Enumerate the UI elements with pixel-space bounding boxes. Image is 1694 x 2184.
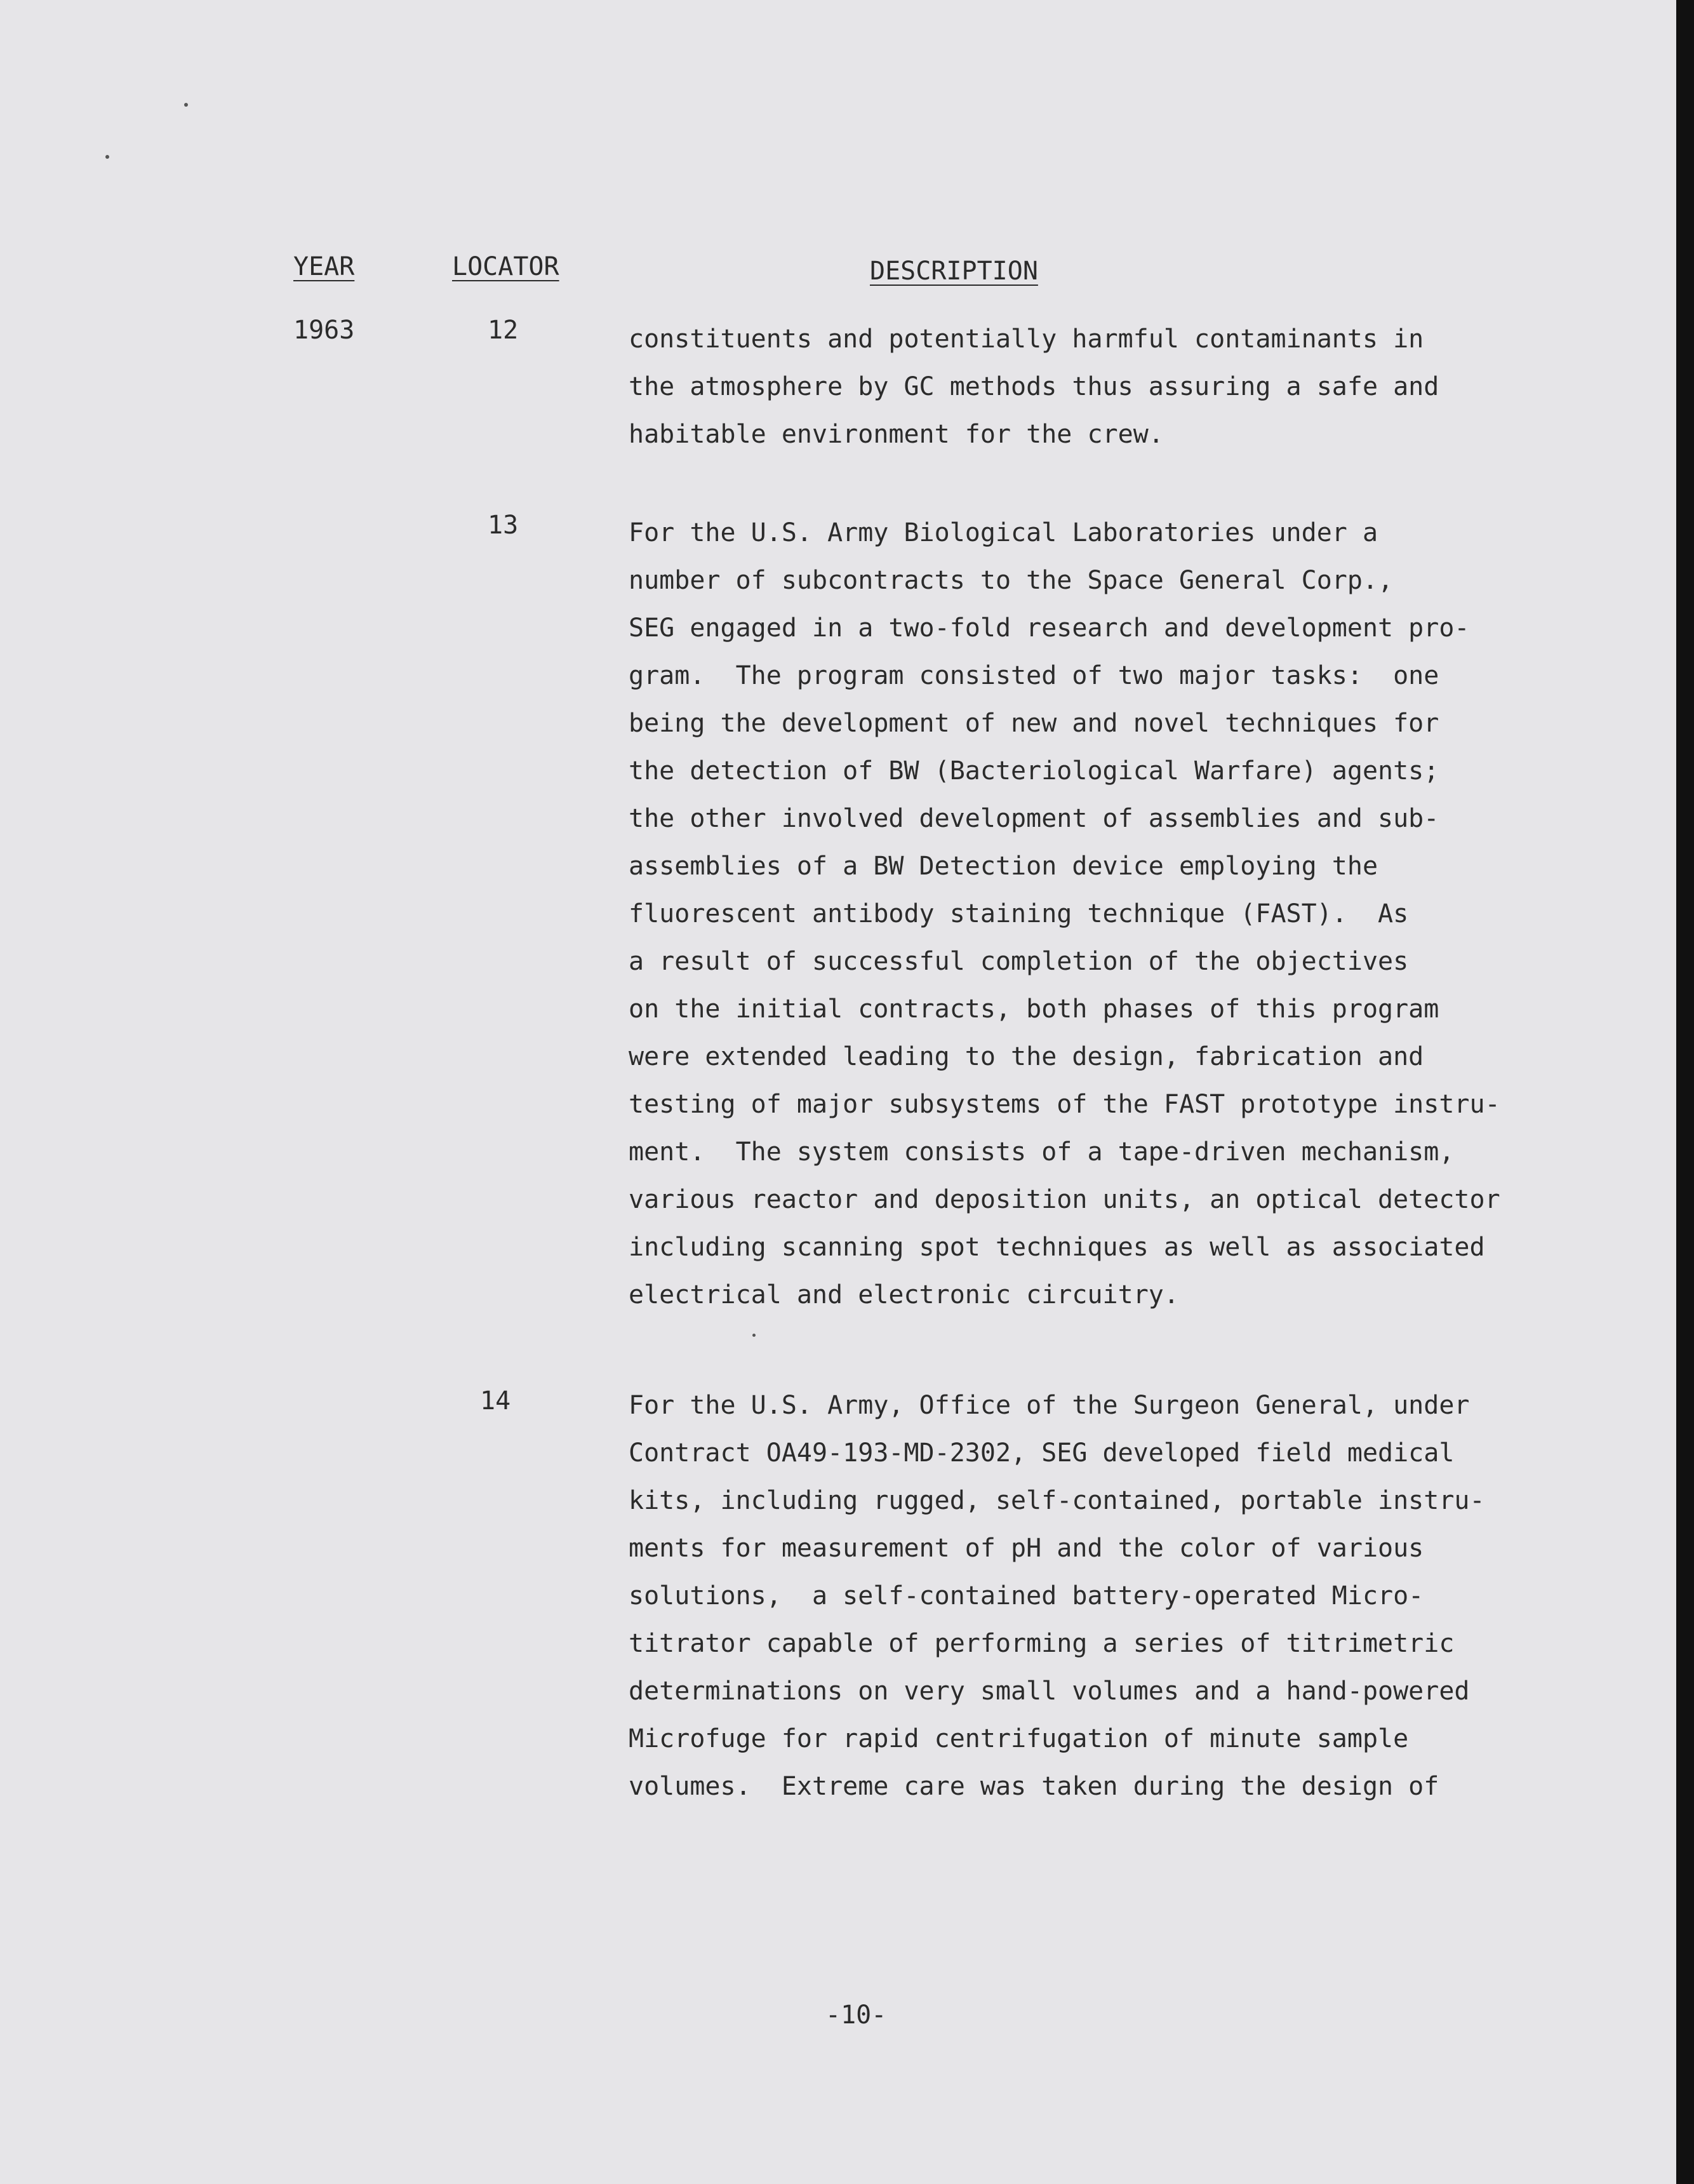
description-line: were extended leading to the design, fabrication and — [629, 1042, 1424, 1071]
description-line: titrator capable of performing a series of titrimetric — [629, 1629, 1455, 1658]
column-header-locator: LOCATOR — [452, 252, 559, 281]
description-line: For the U.S. Army, Office of the Surgeon General, under — [629, 1391, 1470, 1420]
description-line: a result of successful completion of the objectives — [629, 947, 1409, 976]
description-line: number of subcontracts to the Space General Corp., — [629, 566, 1394, 595]
paper-speck — [752, 1334, 756, 1337]
description-line: various reactor and deposition units, an optical detector — [629, 1185, 1500, 1214]
entry-year: 1963 — [293, 316, 355, 345]
description-line: being the development of new and novel techniques for — [629, 709, 1439, 738]
description-line: constituents and potentially harmful contaminants in — [629, 325, 1424, 354]
entry-description — [629, 316, 1562, 459]
paper-speck — [105, 155, 109, 159]
column-header-year: YEAR — [293, 252, 355, 281]
description-line: ments for measurement of pH and the color of various — [629, 1534, 1424, 1563]
description-line: volumes. Extreme care was taken during the design of — [629, 1772, 1439, 1801]
entry-locator: 13 — [488, 511, 519, 540]
description-line: kits, including rugged, self-contained, portable instru- — [629, 1486, 1485, 1515]
description-line: SEG engaged in a two-fold research and development pro- — [629, 613, 1470, 643]
entry-locator: 12 — [488, 316, 519, 345]
entry-description — [629, 1382, 1562, 1811]
description-line: including scanning spot techniques as well as associated — [629, 1233, 1485, 1262]
description-line: Contract OA49-193-MD-2302, SEG developed field medical — [629, 1438, 1455, 1468]
description-line: assemblies of a BW Detection device employing the — [629, 852, 1378, 881]
entry-locator: 14 — [480, 1386, 511, 1416]
entry-description — [629, 509, 1562, 1319]
description-line: testing of major subsystems of the FAST prototype instru- — [629, 1090, 1500, 1119]
description-line: determinations on very small volumes and a hand-powered — [629, 1677, 1470, 1706]
description-line: Microfuge for rapid centrifugation of minute sample — [629, 1724, 1409, 1753]
paper-speck — [184, 103, 188, 107]
scan-edge — [1676, 0, 1694, 2184]
description-line: on the initial contracts, both phases of this program — [629, 995, 1439, 1024]
description-line: For the U.S. Army Biological Laboratories under a — [629, 518, 1378, 547]
page-number: -10- — [825, 2000, 887, 2030]
description-line: gram. The program consisted of two major tasks: one — [629, 661, 1439, 690]
description-line: ment. The system consists of a tape-driven mechanism, — [629, 1137, 1455, 1167]
description-line: electrical and electronic circuitry. — [629, 1280, 1179, 1310]
description-line: the detection of BW (Bacteriological Warfare) agents; — [629, 756, 1439, 786]
description-line: solutions, a self-contained battery-operated Micro- — [629, 1581, 1424, 1611]
column-header-description: DESCRIPTION — [870, 257, 1038, 286]
description-line: the atmosphere by GC methods thus assuring a safe and — [629, 372, 1439, 401]
description-line: the other involved development of assemblies and sub- — [629, 804, 1439, 833]
description-line: habitable environment for the crew. — [629, 420, 1164, 449]
description-line: fluorescent antibody staining technique (FAST). As — [629, 899, 1409, 928]
